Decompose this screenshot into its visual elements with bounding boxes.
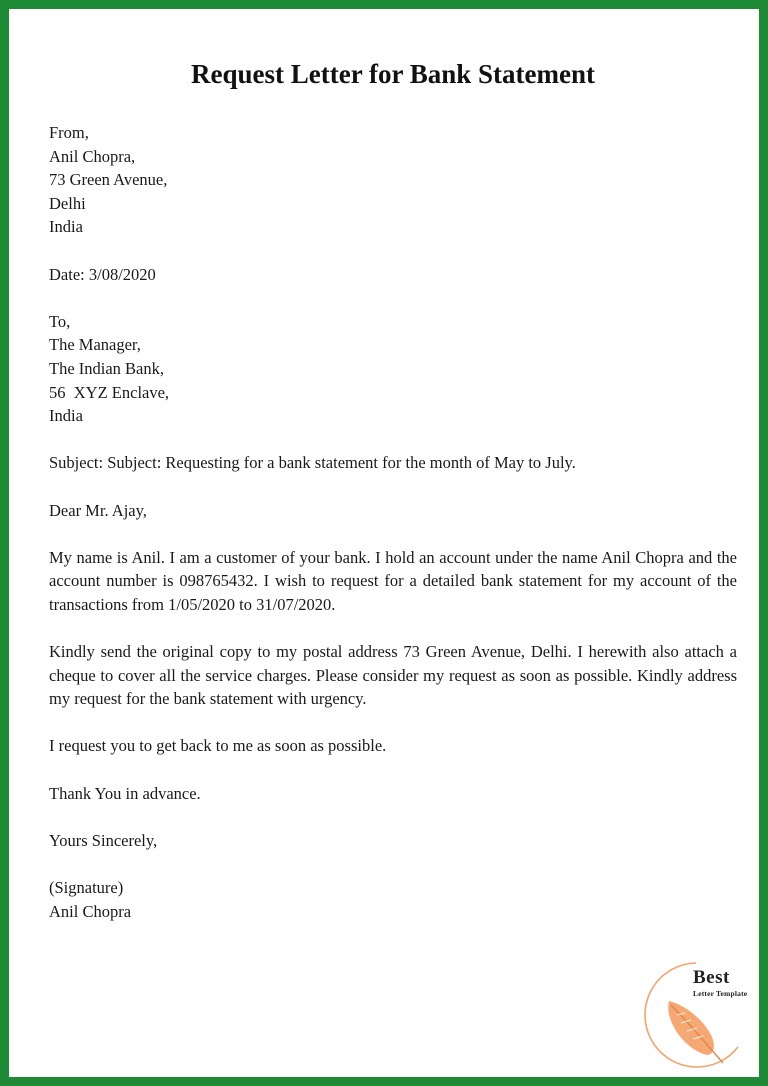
recipient-street: 56 XYZ Enclave, bbox=[49, 382, 170, 402]
signature-placeholder: (Signature) bbox=[49, 878, 124, 897]
letter-body bbox=[49, 121, 737, 923]
paragraph-introduction: My name is Anil. I am a customer of your bank. I hold an account under the name Anil Chopra and the account number is 098765432. I wish to request for a detailed bank statement for my account of the transactions from 1/05/2020 to 31/07/2020. bbox=[49, 547, 737, 614]
page-title: Request Letter for Bank Statement bbox=[191, 59, 595, 89]
sender-city: Delhi bbox=[49, 193, 86, 213]
recipient-title: The Manager, bbox=[49, 335, 141, 355]
sender-label: From, bbox=[49, 123, 89, 142]
sender-country: India bbox=[49, 217, 83, 237]
recipient-label: To, bbox=[49, 311, 71, 331]
recipient-block bbox=[49, 310, 737, 428]
recipient-bank: The Indian Bank, bbox=[49, 358, 165, 378]
paragraph-request-details: Kindly send the original copy to my postal address 73 Green Avenue, Delhi. I herewith also attach a cheque to cover all the service charges. Please consider my request as soon as possible. Kindly address my request for the bank statement with urgency. bbox=[49, 642, 737, 709]
salutation: Dear Mr. Ajay, bbox=[49, 500, 147, 520]
letter-date: Date: 3/08/2020 bbox=[49, 264, 156, 284]
closing: Yours Sincerely, bbox=[49, 830, 158, 850]
sender-name: Anil Chopra, bbox=[49, 146, 136, 166]
paragraph-follow-up: I request you to get back to me as soon as possible. bbox=[49, 736, 387, 756]
sender-block bbox=[49, 121, 737, 239]
recipient-country: India bbox=[49, 406, 83, 426]
letter-subject: Subject: Subject: Requesting for a bank statement for the month of May to July. bbox=[49, 453, 576, 473]
signature-name: Anil Chopra bbox=[49, 901, 132, 921]
logo-tagline: Letter Template bbox=[693, 989, 748, 998]
logo-wordmark: Best bbox=[693, 967, 730, 988]
sender-street: 73 Green Avenue, bbox=[49, 170, 168, 190]
paragraph-thanks: Thank You in advance. bbox=[49, 783, 201, 803]
